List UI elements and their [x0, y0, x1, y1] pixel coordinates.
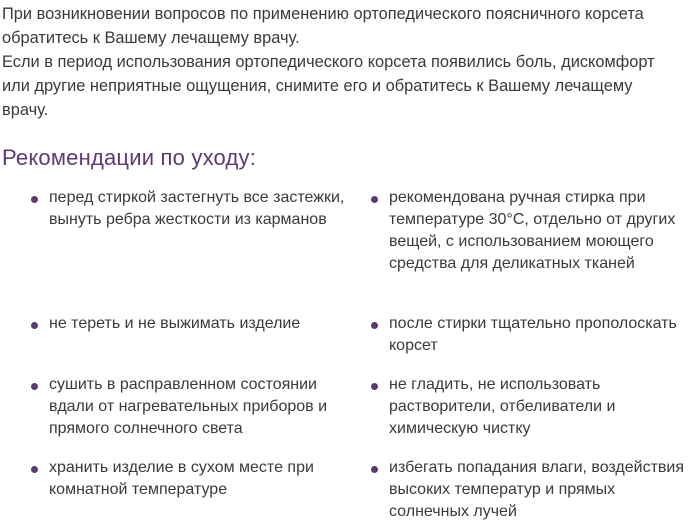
care-item-text: рекомендована ручная стирка при температуре 30°С, отдельно от других вещей, с использованием моющего средства для деликатных тканей — [389, 189, 676, 272]
care-item-text: хранить изделие в сухом месте при комнатной температуре — [49, 459, 314, 498]
bullet-icon — [31, 322, 38, 329]
bullet-icon — [31, 466, 38, 473]
intro-paragraph-consult: При возникновении вопросов по применению ортопедического поясничного корсета обратитесь к Вашему лечащему врачу. — [2, 5, 644, 47]
bullet-icon — [371, 383, 378, 390]
bullet-icon — [371, 322, 378, 329]
care-item-storage — [31, 457, 351, 501]
intro-paragraph-discomfort: Если в период использования ортопедического корсета появились боль, дискомфорт или другие неприятные ощущения, снимите его и обратитесь к Вашему лечащему врачу. — [2, 53, 655, 119]
care-recommendations-title: Рекомендации по уходу: — [2, 145, 257, 170]
care-item-rinse — [371, 313, 687, 357]
care-item-text: перед стиркой застегнуть все застежки, вынуть ребра жесткости из карманов — [49, 189, 345, 228]
care-item-fasten-before-wash — [31, 187, 351, 231]
care-item-hand-wash — [371, 187, 687, 275]
bullet-icon — [371, 196, 378, 203]
intro-text — [2, 2, 682, 122]
bullet-icon — [31, 383, 38, 390]
care-item-no-ironing — [371, 374, 687, 440]
care-item-text: не гладить, не использовать растворители, отбеливатели и химическую чистку — [389, 376, 616, 437]
bullet-icon — [31, 196, 38, 203]
care-item-avoid-moisture — [371, 457, 687, 523]
care-item-text: избегать попадания влаги, воздействия высоких температур и прямых солнечных лучей — [389, 459, 685, 520]
care-item-text: сушить в расправленном состоянии вдали от нагревательных приборов и прямого солнечного света — [49, 376, 328, 437]
care-item-text: не тереть и не выжимать изделие — [49, 315, 301, 332]
care-item-no-wringing — [31, 313, 351, 335]
care-item-text: после стирки тщательно прополоскать корсет — [389, 315, 677, 354]
bullet-icon — [371, 466, 378, 473]
care-item-drying — [31, 374, 351, 440]
